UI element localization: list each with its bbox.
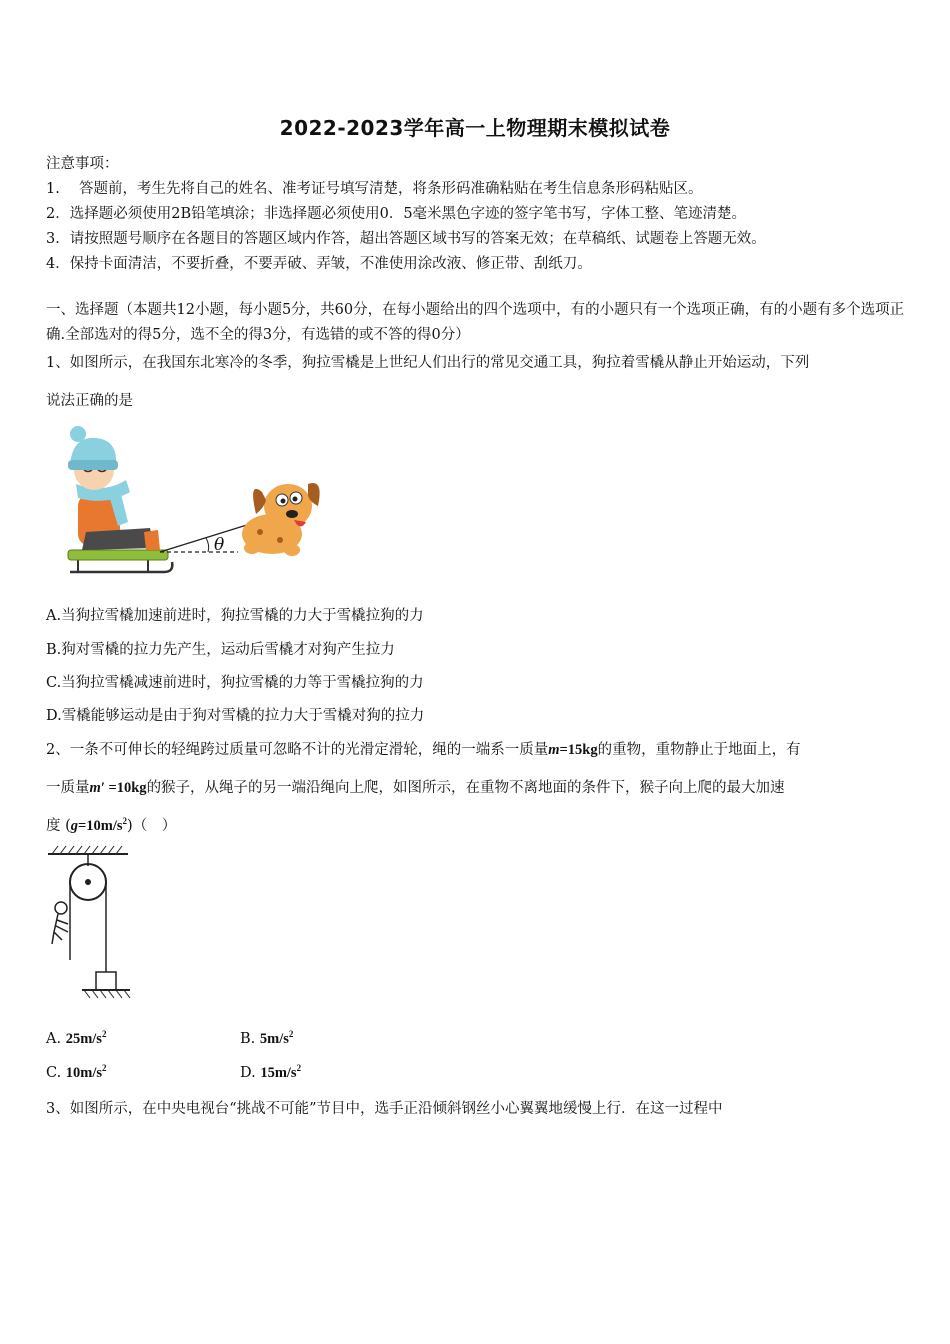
question-1-option-a: A.当狗拉雪橇加速前进时，狗拉雪橇的力大于雪橇拉狗的力 [46, 608, 424, 624]
option-value: 25m/s [65, 1030, 102, 1047]
option-value: 15m/s [260, 1064, 297, 1081]
question-2-stem-cont [46, 776, 785, 797]
stem-text: 度 ( [46, 818, 71, 834]
stem-text: 一质量 [46, 780, 90, 796]
option-letter: C. [46, 1064, 66, 1081]
notice-item: 4．保持卡面清洁，不要折叠，不要弄破、弄皱，不准使用涂改液、修正带、刮纸刀。 [46, 256, 592, 272]
question-1-stem-cont: 说法正确的是 [46, 393, 133, 409]
question-1-option-c: C.当狗拉雪橇减速前进时，狗拉雪橇的力等于雪橇拉狗的力 [46, 675, 424, 691]
mass-value: =10kg [108, 780, 147, 796]
superscript: 2 [101, 1029, 107, 1039]
angle-theta-label: θ [214, 535, 225, 555]
option-value: 5m/s [259, 1030, 289, 1047]
superscript: 2 [122, 816, 128, 827]
question-2-stem [46, 738, 801, 759]
question-2-option-a [46, 1029, 106, 1048]
sled-dog-figure [56, 422, 324, 588]
question-2-option-d [240, 1063, 301, 1082]
gravity-value: =10m/s [78, 818, 123, 834]
pulley-figure [44, 840, 134, 1004]
option-value: 10m/s [65, 1064, 103, 1081]
notice-item: 1. 答题前，考生先将自己的姓名、准考证号填写清楚，将条形码准确粘贴在考生信息条形码粘贴区。 [46, 181, 703, 197]
mass-symbol: m′ [89, 780, 105, 796]
section-heading: 一、选择题（本题共12小题，每小题5分，共60分，在每小题给出的四个选项中，有的小题只有一个选项正确，有的小题有多个选项正确.全部选对的得5分，选不全的得3分，有选错的或不答的得0分） [46, 302, 905, 343]
question-1-option-d: D.雪橇能够运动是由于狗对雪橇的拉力大于雪橇对狗的拉力 [46, 708, 425, 724]
page-title: 2022-2023学年高一上物理期末模拟试卷 [279, 116, 671, 140]
gravity-symbol: g [70, 818, 79, 834]
question-3-stem: 3、如图所示，在中央电视台“挑战不可能”节目中，选手正沿倾斜钢丝小心翼翼地缓慢上行．在这一过程中 [46, 1101, 723, 1117]
option-letter: D. [240, 1064, 261, 1081]
question-2-option-b [240, 1029, 293, 1048]
stem-text: 2、一条不可伸长的轻绳跨过质量可忽略不计的光滑定滑轮，绳的一端系一质量 [46, 742, 549, 758]
question-2-option-c [46, 1063, 107, 1082]
notice-item: 2．选择题必须使用2B铅笔填涂；非选择题必须使用0．5毫米黑色字迹的签字笔书写，字体工整、笔迹清楚。 [46, 206, 747, 222]
stem-text: 的猴子，从绳子的另一端沿绳向上爬，如图所示，在重物不离地面的条件下，猴子向上爬的最大加速 [146, 780, 785, 796]
notice-heading: 注意事项： [46, 156, 119, 172]
question-1-stem: 1、如图所示，在我国东北寒冷的冬季，狗拉雪橇是上世纪人们出行的常见交通工具，狗拉着雪橇从静止开始运动，下列 [46, 355, 810, 371]
superscript: 2 [296, 1063, 302, 1073]
stem-text: 的重物，重物静止于地面上，有 [597, 742, 801, 758]
option-letter: B. [240, 1030, 260, 1047]
question-2-stem-end [46, 814, 176, 835]
stem-text: )（ ） [127, 818, 177, 834]
mass-value: =15kg [559, 742, 598, 758]
superscript: 2 [288, 1029, 294, 1039]
superscript: 2 [102, 1063, 107, 1073]
notice-item: 3．请按照题号顺序在各题目的答题区域内作答，超出答题区域书写的答案无效；在草稿纸、试题卷上答题无效。 [46, 231, 766, 247]
mass-symbol: m [548, 742, 560, 758]
question-1-option-b: B.狗对雪橇的拉力先产生，运动后雪橇才对狗产生拉力 [46, 642, 395, 658]
option-letter: A. [46, 1030, 66, 1047]
